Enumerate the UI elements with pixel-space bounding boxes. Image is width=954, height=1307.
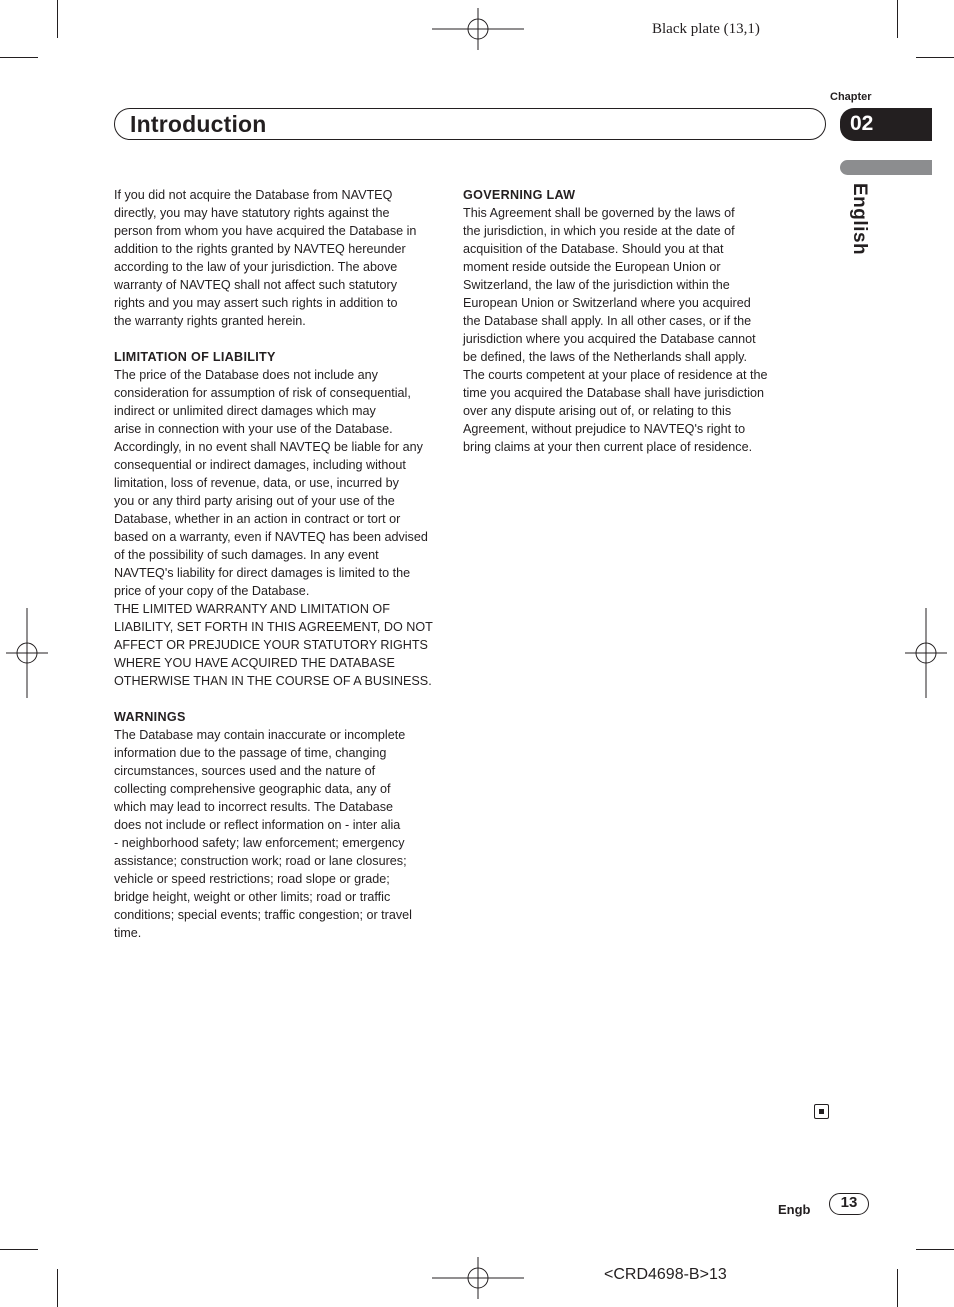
liability-paragraph xyxy=(114,366,433,690)
text-line: consideration for assumption of risk of consequential, xyxy=(114,386,411,400)
registration-mark-icon xyxy=(432,1257,524,1299)
text-line: assistance; construction work; road or lane closures; xyxy=(114,854,407,868)
text-line: directly, you may have statutory rights against the xyxy=(114,206,390,220)
text-line: acquisition of the Database. Should you at that xyxy=(463,242,724,256)
section-title: Introduction xyxy=(130,111,267,137)
chapter-number: 02 xyxy=(850,112,874,135)
text-line: addition to the rights granted by NAVTEQ hereunder xyxy=(114,242,406,256)
text-line: Switzerland, the law of the jurisdiction within the xyxy=(463,278,730,292)
text-line: information due to the passage of time, changing xyxy=(114,746,387,760)
text-line: WHERE YOU HAVE ACQUIRED THE DATABASE xyxy=(114,656,395,670)
warnings-paragraph xyxy=(114,726,433,942)
text-line: LIABILITY, SET FORTH IN THIS AGREEMENT, DO NOT xyxy=(114,620,433,634)
text-line: which may lead to incorrect results. The Database xyxy=(114,800,394,814)
end-of-section-icon xyxy=(814,1104,829,1119)
chapter-label: Chapter xyxy=(830,91,872,103)
text-line: The price of the Database does not include any xyxy=(114,368,378,382)
right-column xyxy=(463,186,768,456)
language-label: English xyxy=(849,183,870,256)
registration-mark-icon xyxy=(432,8,524,50)
text-line: consequential or indirect damages, including without xyxy=(114,458,406,472)
text-line: THE LIMITED WARRANTY AND LIMITATION OF xyxy=(114,602,390,616)
text-line: vehicle or speed restrictions; road slope or grade; xyxy=(114,872,390,886)
text-line: jurisdiction where you acquired the Database cannot xyxy=(463,332,756,346)
text-line: Accordingly, in no event shall NAVTEQ be liable for any xyxy=(114,440,423,454)
plate-label: Black plate (13,1) xyxy=(652,21,760,37)
text-line: rights and you may assert such rights in addition to xyxy=(114,296,398,310)
text-line: the Database shall apply. In all other cases, or if the xyxy=(463,314,752,328)
text-line: you or any third party arising out of your use of the xyxy=(114,494,395,508)
text-line: the jurisdiction, in which you reside at the date of xyxy=(463,224,735,238)
crop-mark xyxy=(0,57,38,58)
document-code: <CRD4698-B>13 xyxy=(604,1266,727,1283)
left-column xyxy=(114,186,433,942)
text-line: The Database may contain inaccurate or incomplete xyxy=(114,728,406,742)
text-line: price of your copy of the Database. xyxy=(114,584,310,598)
text-line: Database, whether in an action in contract or tort or xyxy=(114,512,401,526)
text-line: circumstances, sources used and the nature of xyxy=(114,764,376,778)
text-line: the warranty rights granted herein. xyxy=(114,314,306,328)
text-line: according to the law of your jurisdiction. The above xyxy=(114,260,398,274)
text-line: time you acquired the Database shall have jurisdiction xyxy=(463,386,765,400)
text-line: over any dispute arising out of, or relating to this xyxy=(463,404,732,418)
text-line: conditions; special events; traffic congestion; or travel xyxy=(114,908,412,922)
language-tab xyxy=(840,160,932,175)
text-line: limitation, loss of revenue, data, or use, incurred by xyxy=(114,476,399,490)
crop-mark xyxy=(916,57,954,58)
text-line: arise in connection with your use of the Database. xyxy=(114,422,393,436)
registration-mark-icon xyxy=(6,608,48,698)
intro-paragraph xyxy=(114,186,433,330)
crop-mark xyxy=(57,1269,58,1307)
page-number: 13 xyxy=(840,1194,858,1211)
governing-paragraph xyxy=(463,204,768,456)
governing-heading: GOVERNING LAW xyxy=(463,188,576,202)
text-line: moment reside outside the European Union or xyxy=(463,260,721,274)
text-line: bring claims at your then current place of residence. xyxy=(463,440,753,454)
crop-mark xyxy=(57,0,58,38)
text-line: based on a warranty, even if NAVTEQ has been advised xyxy=(114,530,428,544)
text-line: OTHERWISE THAN IN THE COURSE OF A BUSINESS. xyxy=(114,674,432,688)
text-line: warranty of NAVTEQ shall not affect such statutory xyxy=(114,278,398,292)
text-line: The courts competent at your place of residence at the xyxy=(463,368,768,382)
text-line: collecting comprehensive geographic data, any of xyxy=(114,782,391,796)
text-line: person from whom you have acquired the Database in xyxy=(114,224,417,238)
text-line: If you did not acquire the Database from NAVTEQ xyxy=(114,188,393,202)
registration-mark-icon xyxy=(905,608,947,698)
text-line: Agreement, without prejudice to NAVTEQ's right to xyxy=(463,422,746,436)
crop-mark xyxy=(897,0,898,38)
crop-mark xyxy=(916,1249,954,1250)
warnings-heading: WARNINGS xyxy=(114,710,186,724)
language-code: Engb xyxy=(778,1202,811,1217)
text-line: NAVTEQ's liability for direct damages is limited to the xyxy=(114,566,411,580)
crop-mark xyxy=(897,1269,898,1307)
text-line: indirect or unlimited direct damages which may xyxy=(114,404,376,418)
text-line: bridge height, weight or other limits; road or traffic xyxy=(114,890,391,904)
text-line: This Agreement shall be governed by the laws of xyxy=(463,206,735,220)
text-line: European Union or Switzerland where you acquired xyxy=(463,296,751,310)
text-line: be defined, the laws of the Netherlands shall apply. xyxy=(463,350,748,364)
text-line: does not include or reflect information on - inter alia xyxy=(114,818,401,832)
crop-mark xyxy=(0,1249,38,1250)
text-line: - neighborhood safety; law enforcement; emergency xyxy=(114,836,405,850)
text-line: of the possibility of such damages. In any event xyxy=(114,548,379,562)
text-line: time. xyxy=(114,926,142,940)
text-line: AFFECT OR PREJUDICE YOUR STATUTORY RIGHTS xyxy=(114,638,428,652)
liability-heading: LIMITATION OF LIABILITY xyxy=(114,350,276,364)
